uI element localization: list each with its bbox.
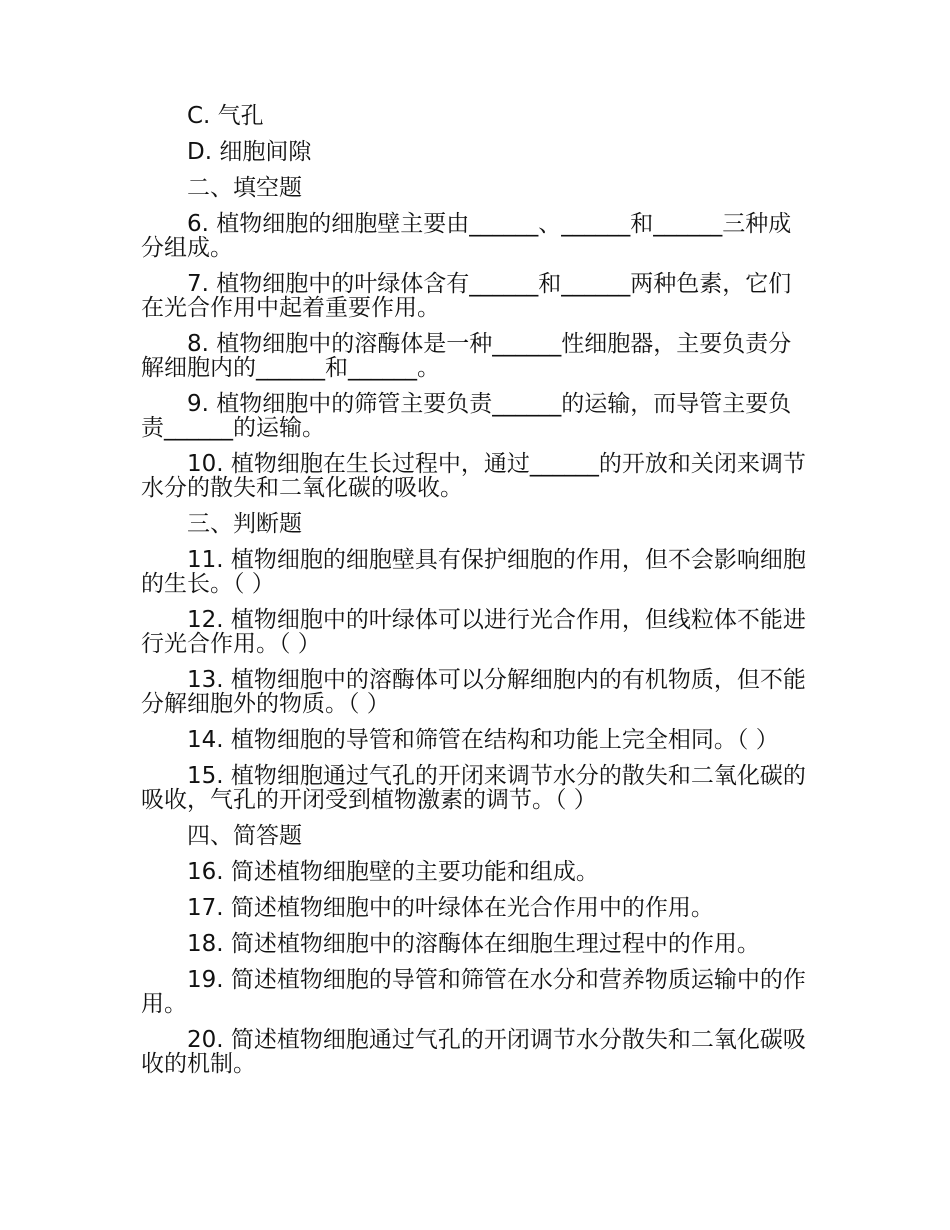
question-11: 11. 植物细胞的细胞壁具有保护细胞的作用，但不会影响细胞的生长。（ ）: [141, 547, 806, 597]
question-14: 14. 植物细胞的导管和筛管在结构和功能上完全相同。（ ）: [187, 727, 779, 753]
question-7: 7. 植物细胞中的叶绿体含有______和______两种色素，它们在光合作用中起着重要作用。: [141, 271, 792, 321]
option-c: C. 气孔: [187, 103, 264, 129]
section-heading-true-false: 三、判断题: [187, 511, 302, 537]
option-d: D. 细胞间隙: [187, 139, 312, 165]
question-12: 12. 植物细胞中的叶绿体可以进行光合作用，但线粒体不能进行光合作用。（ ）: [141, 607, 806, 657]
document-content: [141, 104, 806, 1088]
question-8: 8. 植物细胞中的溶酶体是一种______性细胞器，主要负责分解细胞内的______和______。: [141, 331, 792, 381]
question-16: 16. 简述植物细胞壁的主要功能和组成。: [187, 859, 599, 885]
question-17: 17. 简述植物细胞中的叶绿体在光合作用中的作用。: [187, 895, 714, 921]
question-6: 6. 植物细胞的细胞壁主要由______、______和______三种成分组成。: [141, 211, 792, 261]
question-18: 18. 简述植物细胞中的溶酶体在细胞生理过程中的作用。: [187, 931, 760, 957]
question-9: 9. 植物细胞中的筛管主要负责______的运输，而导管主要负责______的运输。: [141, 391, 792, 441]
question-20: 20. 简述植物细胞通过气孔的开闭调节水分散失和二氧化碳吸收的机制。: [141, 1027, 806, 1077]
section-heading-fill-blank: 二、填空题: [187, 175, 302, 201]
question-19: 19. 简述植物细胞的导管和筛管在水分和营养物质运输中的作用。: [141, 967, 806, 1017]
section-heading-short-answer: 四、简答题: [187, 823, 302, 849]
question-13: 13. 植物细胞中的溶酶体可以分解细胞内的有机物质，但不能分解细胞外的物质。（ ）: [141, 667, 806, 717]
question-15: 15. 植物细胞通过气孔的开闭来调节水分的散失和二氧化碳的吸收，气孔的开闭受到植物激素的调节。（ ）: [141, 763, 806, 813]
question-10: 10. 植物细胞在生长过程中，通过______的开放和关闭来调节水分的散失和二氧化碳的吸收。: [141, 451, 806, 501]
